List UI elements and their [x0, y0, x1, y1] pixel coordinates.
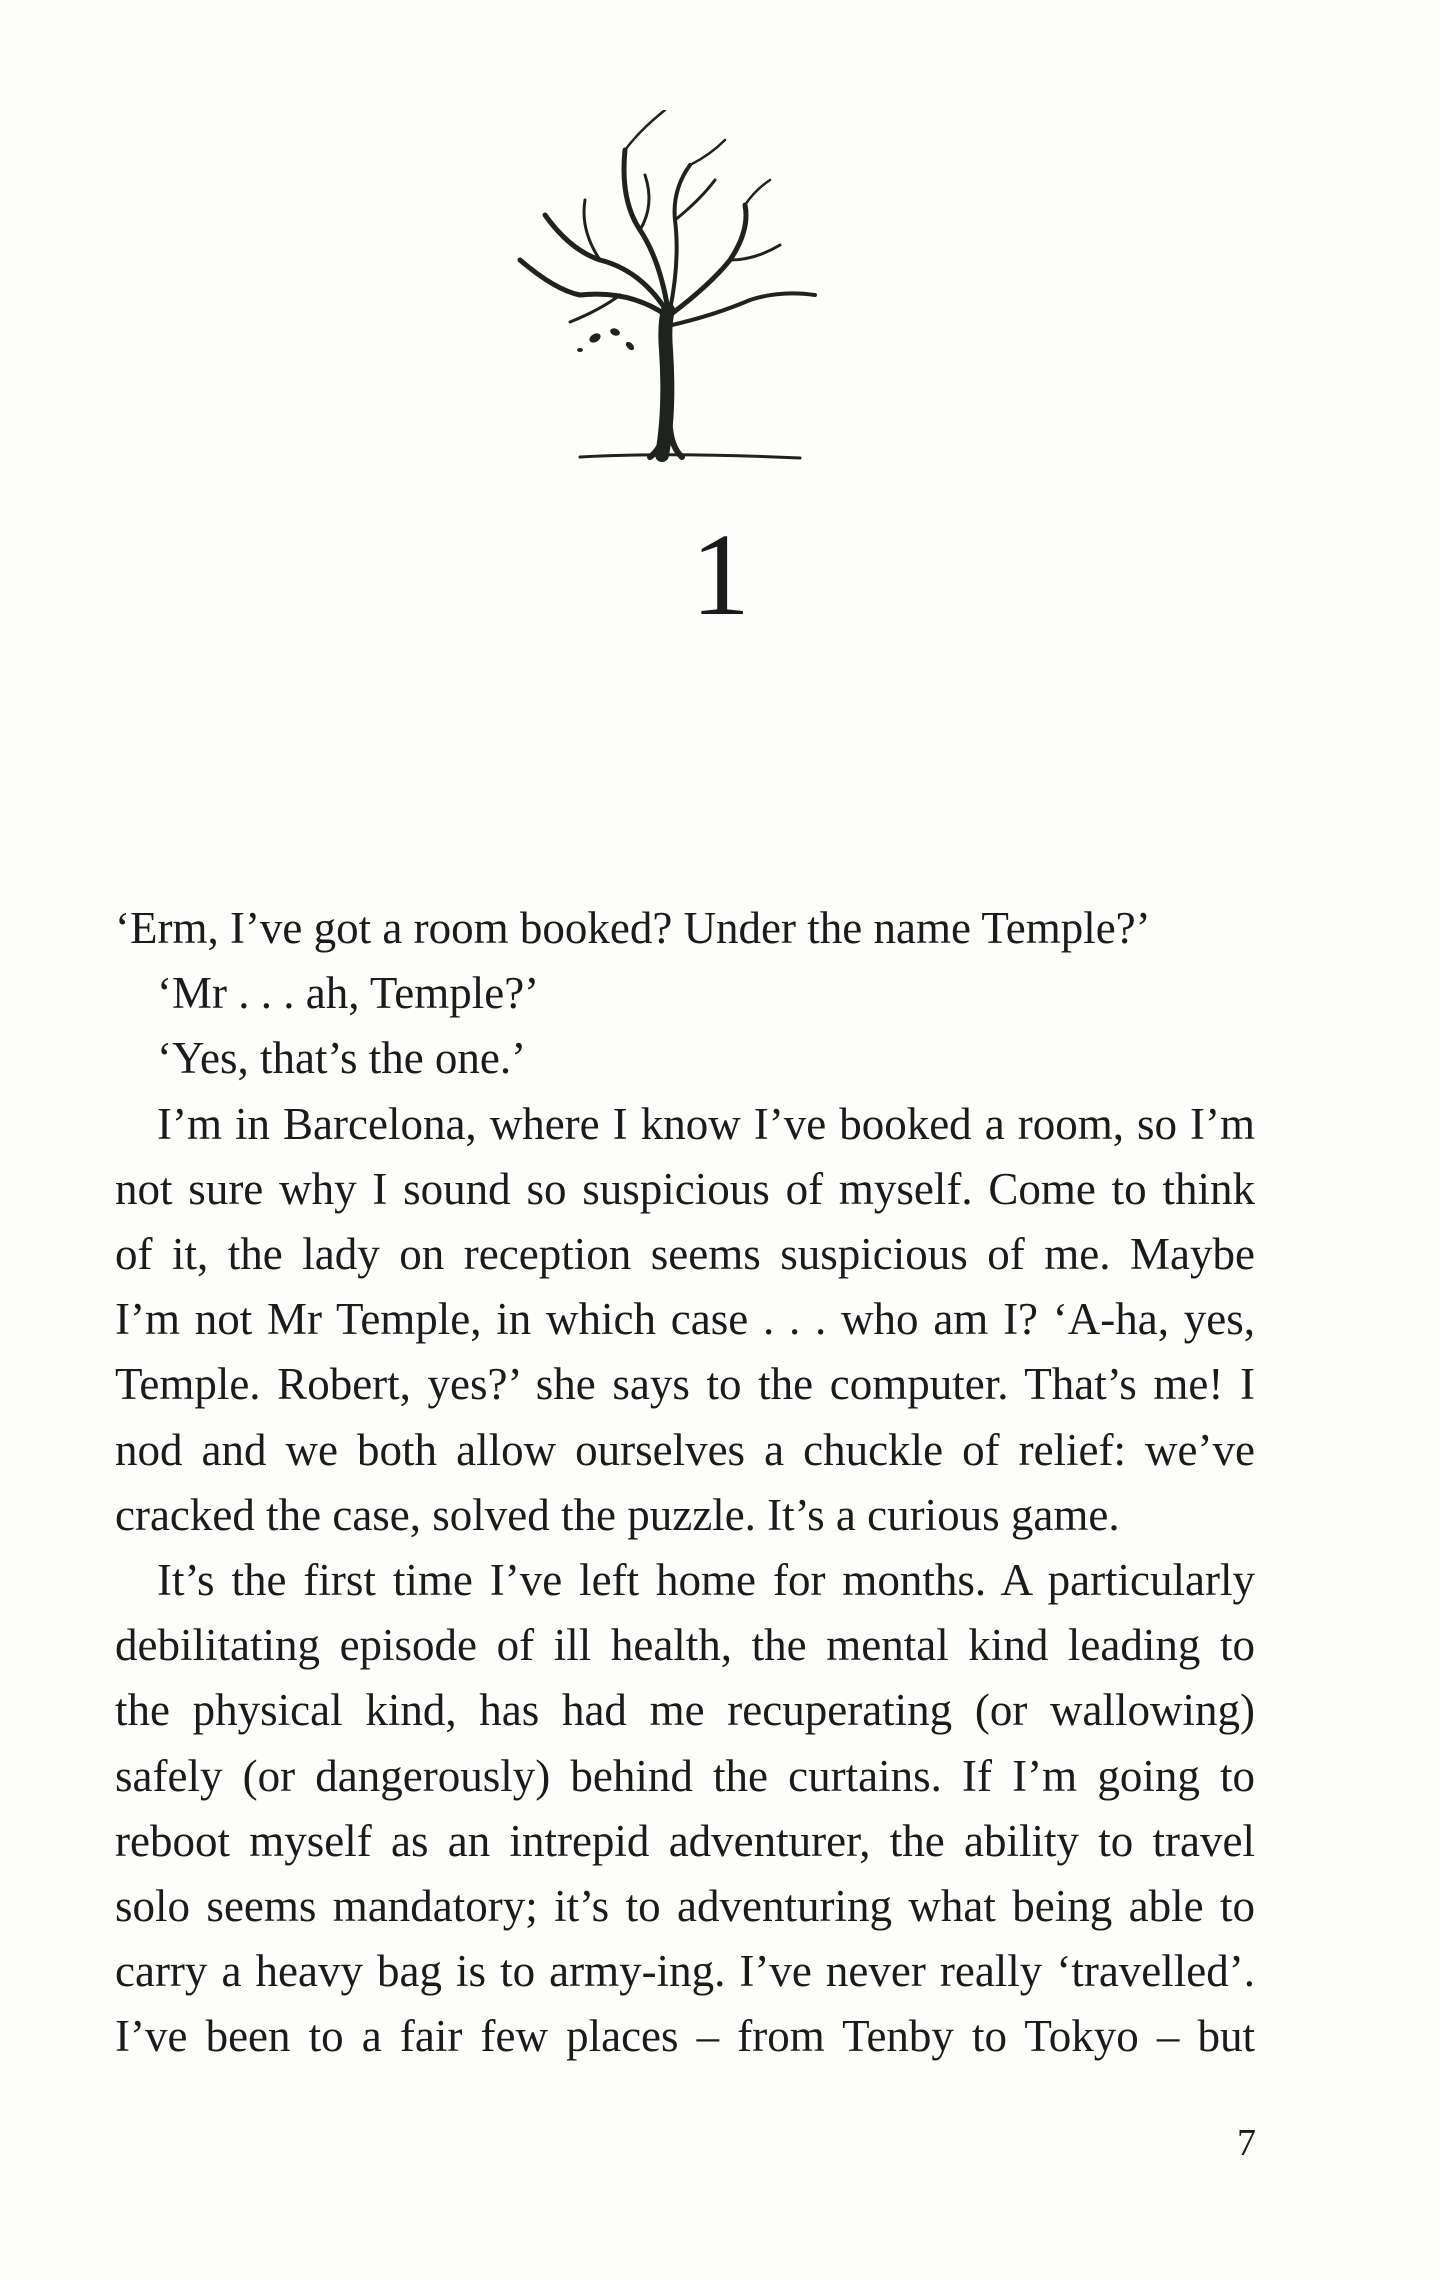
page-number: 7 [1237, 2122, 1256, 2164]
text-line: I’ve been to a fair few places – from Tenby to Tokyo – but [115, 2011, 1255, 2062]
chapter-body-text [115, 896, 1255, 2070]
text-line: I’m not Mr Temple, in which case . . . who am I? ‘A-ha, yes, [115, 1294, 1255, 1345]
bare-tree-icon [500, 110, 860, 480]
text-line: carry a heavy bag is to army-ing. I’ve never really ‘travelled’. [115, 1946, 1255, 1997]
text-line: I’m in Barcelona, where I know I’ve booked a room, so I’m [157, 1098, 1255, 1149]
text-line: of it, the lady on reception seems suspicious of me. Maybe [115, 1229, 1255, 1280]
text-line: not sure why I sound so suspicious of myself. Come to think [115, 1163, 1255, 1214]
text-line: Temple. Robert, yes?’ she says to the computer. That’s me! I [115, 1359, 1255, 1410]
text-line: ‘Erm, I’ve got a room booked? Under the name Temple?’ [115, 903, 1151, 953]
text-line: solo seems mandatory; it’s to adventuring what being able to [115, 1881, 1255, 1932]
text-line: cracked the case, solved the puzzle. It’s a curious game. [115, 1489, 1120, 1540]
text-line: ‘Mr . . . ah, Temple?’ [157, 968, 540, 1019]
text-line: debilitating episode of ill health, the mental kind leading to [115, 1620, 1255, 1671]
text-line: safely (or dangerously) behind the curtains. If I’m going to [115, 1750, 1255, 1801]
text-line: the physical kind, has had me recuperating (or wallowing) [115, 1685, 1255, 1736]
text-line: reboot myself as an intrepid adventurer, the ability to travel [115, 1815, 1255, 1866]
chapter-number: 1 [691, 509, 750, 640]
text-line: It’s the first time I’ve left home for months. A particularly [157, 1555, 1255, 1606]
text-line: nod and we both allow ourselves a chuckle of relief: we’ve [115, 1424, 1255, 1475]
text-line: ‘Yes, that’s the one.’ [157, 1033, 527, 1084]
